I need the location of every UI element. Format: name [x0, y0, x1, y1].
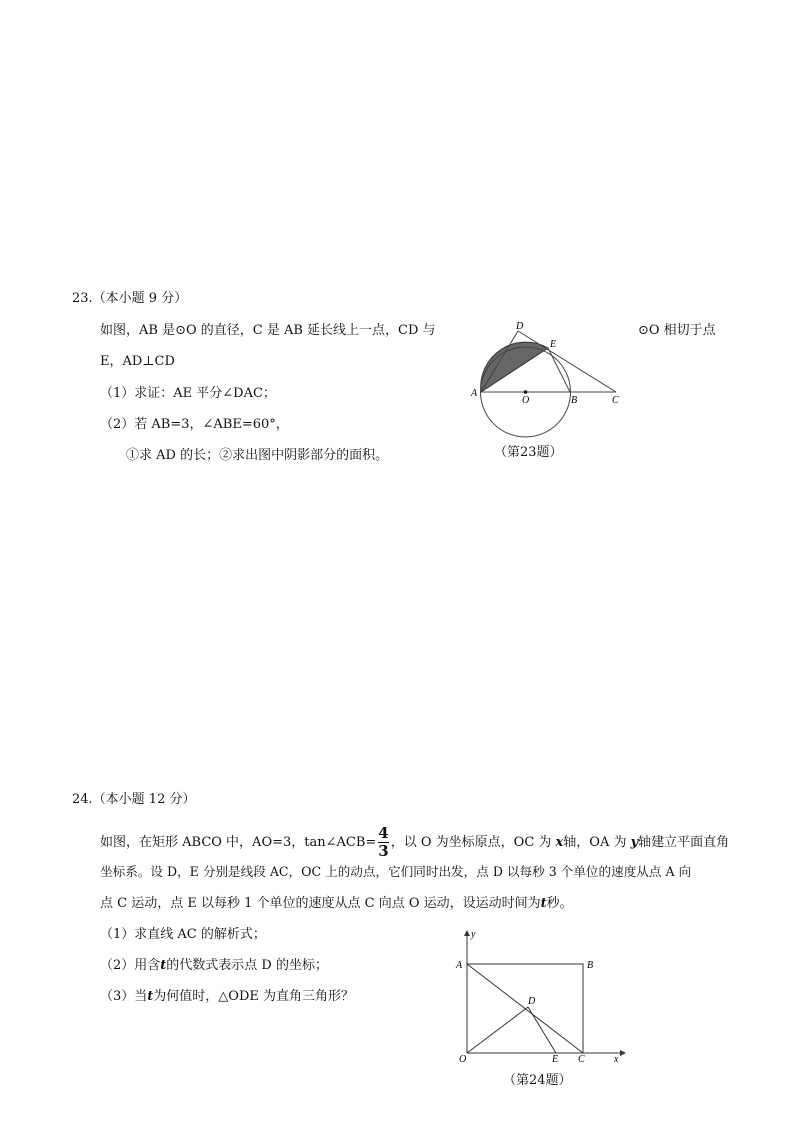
label-d: D — [528, 996, 536, 1007]
q24-line3-text: 点 C 运动，点 E 以每秒 1 个单位的速度从点 C 向点 O 运动，设运动时间为 — [100, 896, 541, 911]
label-y: y — [471, 929, 476, 940]
q23-heading: 23.（本小题 9 分） — [72, 291, 188, 306]
q24-line1-text: 如图，在矩形 ABCO 中，AO=3，tan∠ACB= — [100, 835, 377, 850]
label-a: A — [471, 388, 478, 399]
label-a: A — [456, 960, 463, 971]
center-point — [524, 390, 528, 394]
q23-part2-sub: ①求 AD 的长；②求出图中阴影部分的面积。 — [126, 448, 389, 463]
q24-line3-end: 秒。 — [546, 896, 573, 911]
label-b: B — [571, 395, 578, 406]
line-de — [528, 1007, 556, 1053]
q24-part3-text2: 为何值时，△ODE 为直角三角形？ — [153, 989, 354, 1004]
fraction — [378, 825, 388, 860]
q24-figure — [450, 925, 635, 1065]
q24-part3-text: （3）当 — [100, 989, 148, 1004]
q23-caption: （第23题） — [494, 445, 563, 460]
q24-part2 — [100, 958, 328, 974]
line-od — [467, 1007, 528, 1053]
fraction-numerator: 4 — [378, 824, 389, 842]
line-dc — [518, 331, 616, 392]
fraction-denominator: 3 — [378, 842, 389, 860]
label-e: E — [552, 1054, 559, 1065]
label-e: E — [550, 339, 557, 350]
label-o: O — [522, 395, 530, 406]
var-x: x — [555, 835, 564, 850]
label-c: C — [578, 1054, 585, 1065]
q23-figure — [465, 318, 630, 443]
q24-caption: （第24题） — [503, 1073, 572, 1088]
q24-line2: 坐标系。设 D，E 分别是线段 AC，OC 上的动点，它们同时出发，点 D 以每秒 3 个单位的速度从点 A 向 — [100, 864, 692, 879]
label-o: O — [459, 1054, 467, 1065]
q23-line2: E，AD⊥CD — [100, 354, 175, 369]
q24-line1-text2: ，以 O 为坐标原点，OC 为 — [390, 835, 556, 850]
label-d: D — [516, 321, 524, 332]
q24-part1: （1）求直线 AC 的解析式； — [100, 927, 266, 942]
shaded-region — [481, 342, 548, 392]
q23-part1: （1）求证：AE 平分∠DAC； — [100, 386, 276, 401]
label-x: x — [614, 1054, 619, 1065]
line-eb — [548, 348, 570, 392]
q24-line1 — [100, 825, 729, 860]
label-c: C — [612, 395, 619, 406]
q24-part2-text: （2）用含 — [100, 958, 161, 973]
label-b: B — [587, 960, 594, 971]
q23-part2: （2）若 AB=3，∠ABE=60°， — [100, 417, 289, 432]
q24-line3 — [100, 896, 573, 912]
q24-heading: 24.（本小题 12 分） — [72, 792, 196, 807]
var-t: t — [160, 958, 167, 973]
q24-line1-text4: 轴建立平面直角 — [638, 835, 730, 850]
q23-line1-end: ⊙O 相切于点 — [638, 323, 716, 338]
var-y: y — [630, 835, 639, 850]
var-t: t — [147, 989, 154, 1004]
var-t: t — [540, 896, 547, 911]
q24-part2-text2: 的代数式表示点 D 的坐标； — [166, 958, 328, 973]
q23-line1: 如图，AB 是⊙O 的直径，C 是 AB 延长线上一点，CD 与 — [100, 323, 436, 338]
q24-line1-text3: 轴，OA 为 — [563, 835, 631, 850]
q24-part3 — [100, 989, 354, 1005]
